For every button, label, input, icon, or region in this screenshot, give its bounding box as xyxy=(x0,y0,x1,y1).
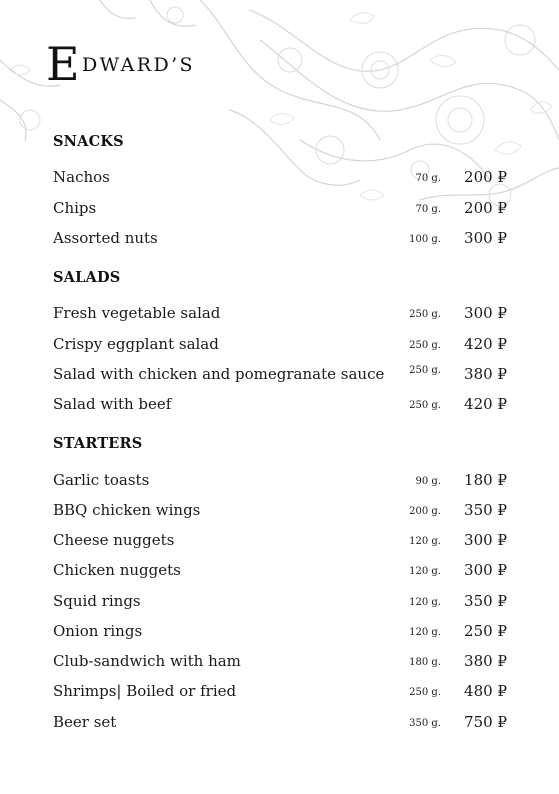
item-price: 200 ₽ xyxy=(464,199,507,217)
item-price: 300 ₽ xyxy=(464,304,507,322)
item-name: Beer set xyxy=(53,713,117,731)
menu-item xyxy=(53,501,513,523)
item-name: Chips xyxy=(53,199,97,217)
item-price: 180 ₽ xyxy=(464,471,507,489)
menu-item xyxy=(53,561,513,583)
item-weight: 120 g. xyxy=(409,597,441,608)
item-price: 350 ₽ xyxy=(464,592,507,610)
item-price: 380 ₽ xyxy=(464,652,507,670)
item-name: Salad with beef xyxy=(53,395,172,413)
section-title-salads: SALADS xyxy=(53,269,121,286)
item-price: 420 ₽ xyxy=(464,335,507,353)
item-price: 350 ₽ xyxy=(464,501,507,519)
item-name: Chicken nuggets xyxy=(53,561,181,579)
item-name: Crispy eggplant salad xyxy=(53,335,219,353)
item-name: Shrimps| Boiled or fried xyxy=(53,682,237,700)
menu-item xyxy=(53,199,513,221)
section-title-starters: STARTERS xyxy=(53,435,143,452)
item-weight: 250 g. xyxy=(409,365,441,376)
item-weight: 70 g. xyxy=(415,173,441,184)
item-weight: 120 g. xyxy=(409,566,441,577)
menu-item xyxy=(53,682,513,704)
item-weight: 200 g. xyxy=(409,506,441,517)
item-weight: 250 g. xyxy=(409,309,441,320)
menu-item xyxy=(53,713,513,735)
item-price: 480 ₽ xyxy=(464,682,507,700)
item-name: Assorted nuts xyxy=(53,229,158,247)
item-weight: 120 g. xyxy=(409,627,441,638)
floral-ornament xyxy=(0,0,559,230)
menu-item xyxy=(53,335,513,357)
item-price: 380 ₽ xyxy=(464,365,507,383)
brand-name: DWARD’S xyxy=(82,54,195,76)
item-name: BBQ chicken wings xyxy=(53,501,201,519)
menu-item xyxy=(53,652,513,674)
item-weight: 250 g. xyxy=(409,400,441,411)
item-name: Nachos xyxy=(53,168,110,186)
item-price: 200 ₽ xyxy=(464,168,507,186)
item-price: 300 ₽ xyxy=(464,531,507,549)
item-price: 300 ₽ xyxy=(464,229,507,247)
item-weight: 250 g. xyxy=(409,340,441,351)
item-weight: 90 g. xyxy=(415,476,441,487)
item-name: Club-sandwich with ham xyxy=(53,652,241,670)
menu-item xyxy=(53,304,513,326)
item-name: Cheese nuggets xyxy=(53,531,175,549)
menu-item xyxy=(53,592,513,614)
item-name: Onion rings xyxy=(53,622,143,640)
menu-item xyxy=(53,229,513,251)
item-weight: 100 g. xyxy=(409,234,441,245)
item-price: 300 ₽ xyxy=(464,561,507,579)
menu-item xyxy=(53,531,513,553)
menu-item xyxy=(53,395,513,417)
item-weight: 180 g. xyxy=(409,657,441,668)
item-name: Salad with chicken and pomegranate sauce xyxy=(53,365,385,383)
item-price: 750 ₽ xyxy=(464,713,507,731)
item-name: Squid rings xyxy=(53,592,141,610)
item-price: 250 ₽ xyxy=(464,622,507,640)
menu-item xyxy=(53,622,513,644)
item-weight: 250 g. xyxy=(409,687,441,698)
item-price: 420 ₽ xyxy=(464,395,507,413)
menu-item xyxy=(53,471,513,493)
item-weight: 120 g. xyxy=(409,536,441,547)
item-name: Garlic toasts xyxy=(53,471,150,489)
item-weight: 350 g. xyxy=(409,718,441,729)
menu-item xyxy=(53,168,513,190)
section-title-snacks: SNACKS xyxy=(53,133,124,150)
item-name: Fresh vegetable salad xyxy=(53,304,221,322)
brand-initial: E xyxy=(46,37,80,91)
menu-item xyxy=(53,365,513,387)
item-weight: 70 g. xyxy=(415,204,441,215)
